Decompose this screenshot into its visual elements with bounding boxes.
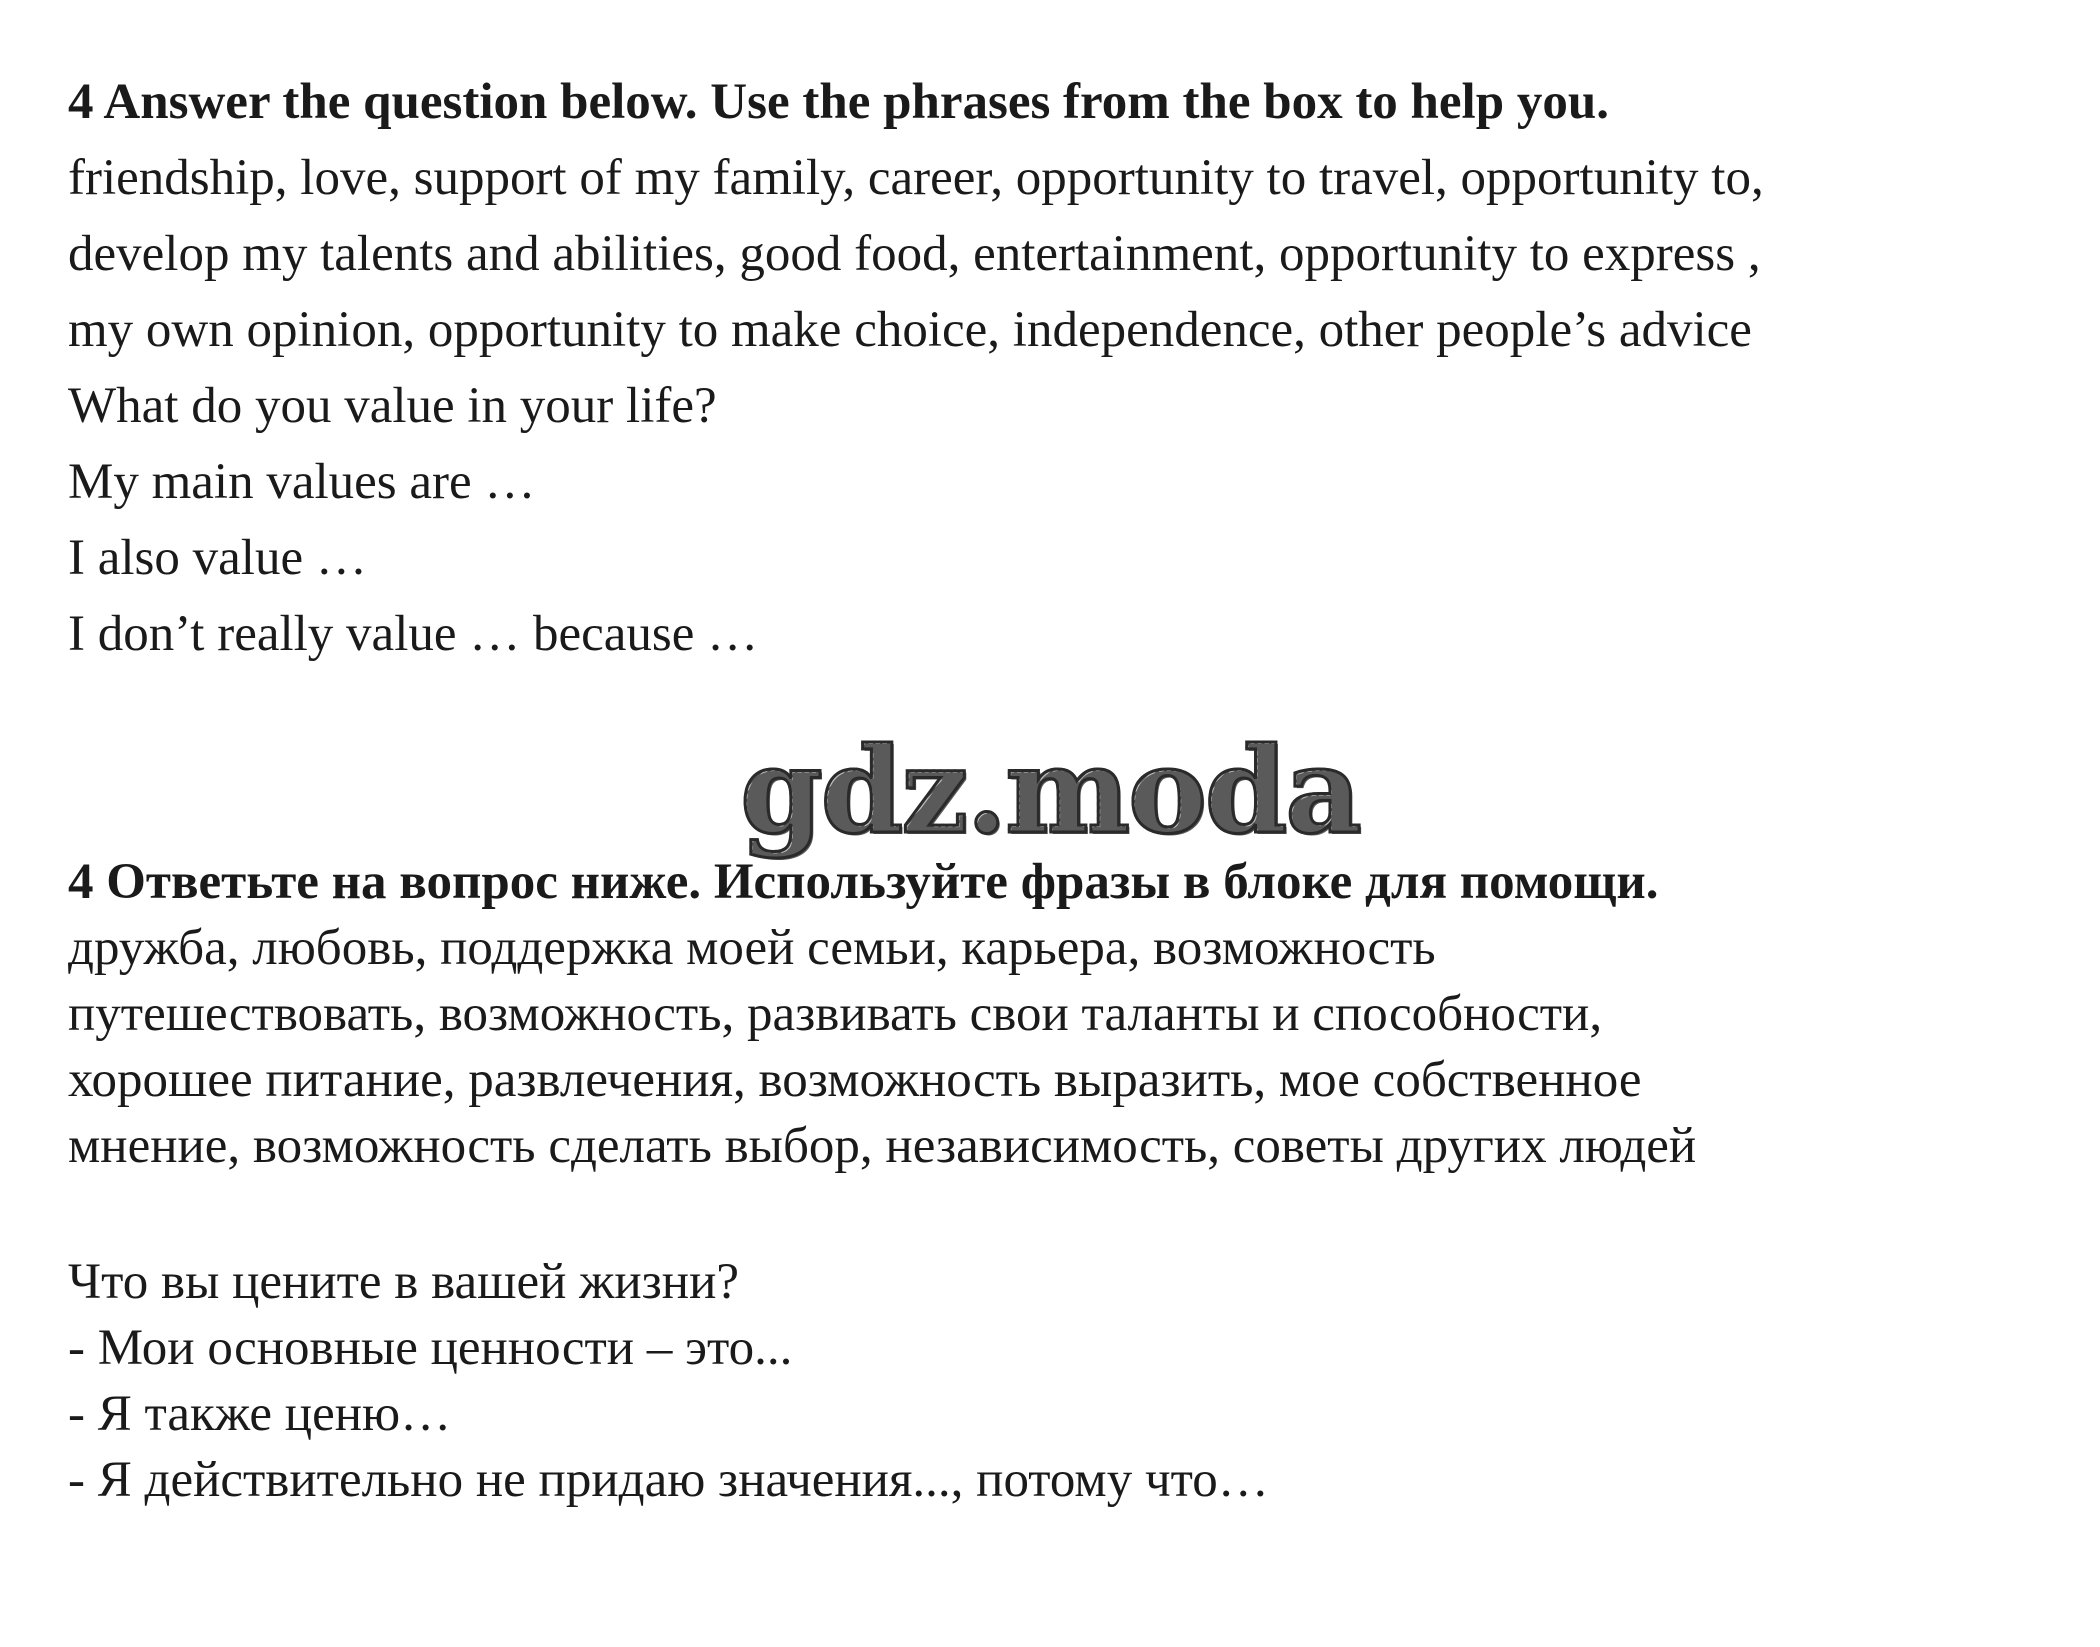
russian-box-line: хорошее питание, развлечения, возможность выразить, мое собственное	[68, 1052, 1642, 1108]
english-box-line: friendship, love, support of my family, career, opportunity to travel, opportunity to,	[68, 150, 1764, 206]
english-box-line: my own opinion, opportunity to make choice, independence, other people’s advice	[68, 302, 1752, 358]
russian-prompt: - Мои основные ценности – это...	[68, 1320, 793, 1376]
english-heading: 4 Answer the question below. Use the phrases from the box to help you.	[68, 74, 1609, 130]
russian-question: Что вы цените в вашей жизни?	[68, 1254, 740, 1310]
russian-box-line: дружба, любовь, поддержка моей семьи, карьера, возможность	[68, 920, 1436, 976]
watermark-logo	[740, 720, 1360, 860]
russian-heading: 4 Ответьте на вопрос ниже. Используйте фразы в блоке для помощи.	[68, 854, 1659, 910]
russian-prompt: - Я также ценю…	[68, 1386, 452, 1442]
watermark-text: gdz.moda	[740, 720, 1360, 860]
russian-box-line: путешествовать, возможность, развивать свои таланты и способности,	[68, 986, 1603, 1042]
english-prompt: My main values are …	[68, 454, 536, 510]
english-prompt: I don’t really value … because …	[68, 606, 759, 662]
english-box-line: develop my talents and abilities, good food, entertainment, opportunity to express ,	[68, 226, 1761, 282]
english-prompt: I also value …	[68, 530, 367, 586]
russian-box-line: мнение, возможность сделать выбор, независимость, советы других людей	[68, 1118, 1697, 1174]
english-question: What do you value in your life?	[68, 378, 717, 434]
russian-prompt: - Я действительно не придаю значения..., потому что…	[68, 1452, 1269, 1508]
